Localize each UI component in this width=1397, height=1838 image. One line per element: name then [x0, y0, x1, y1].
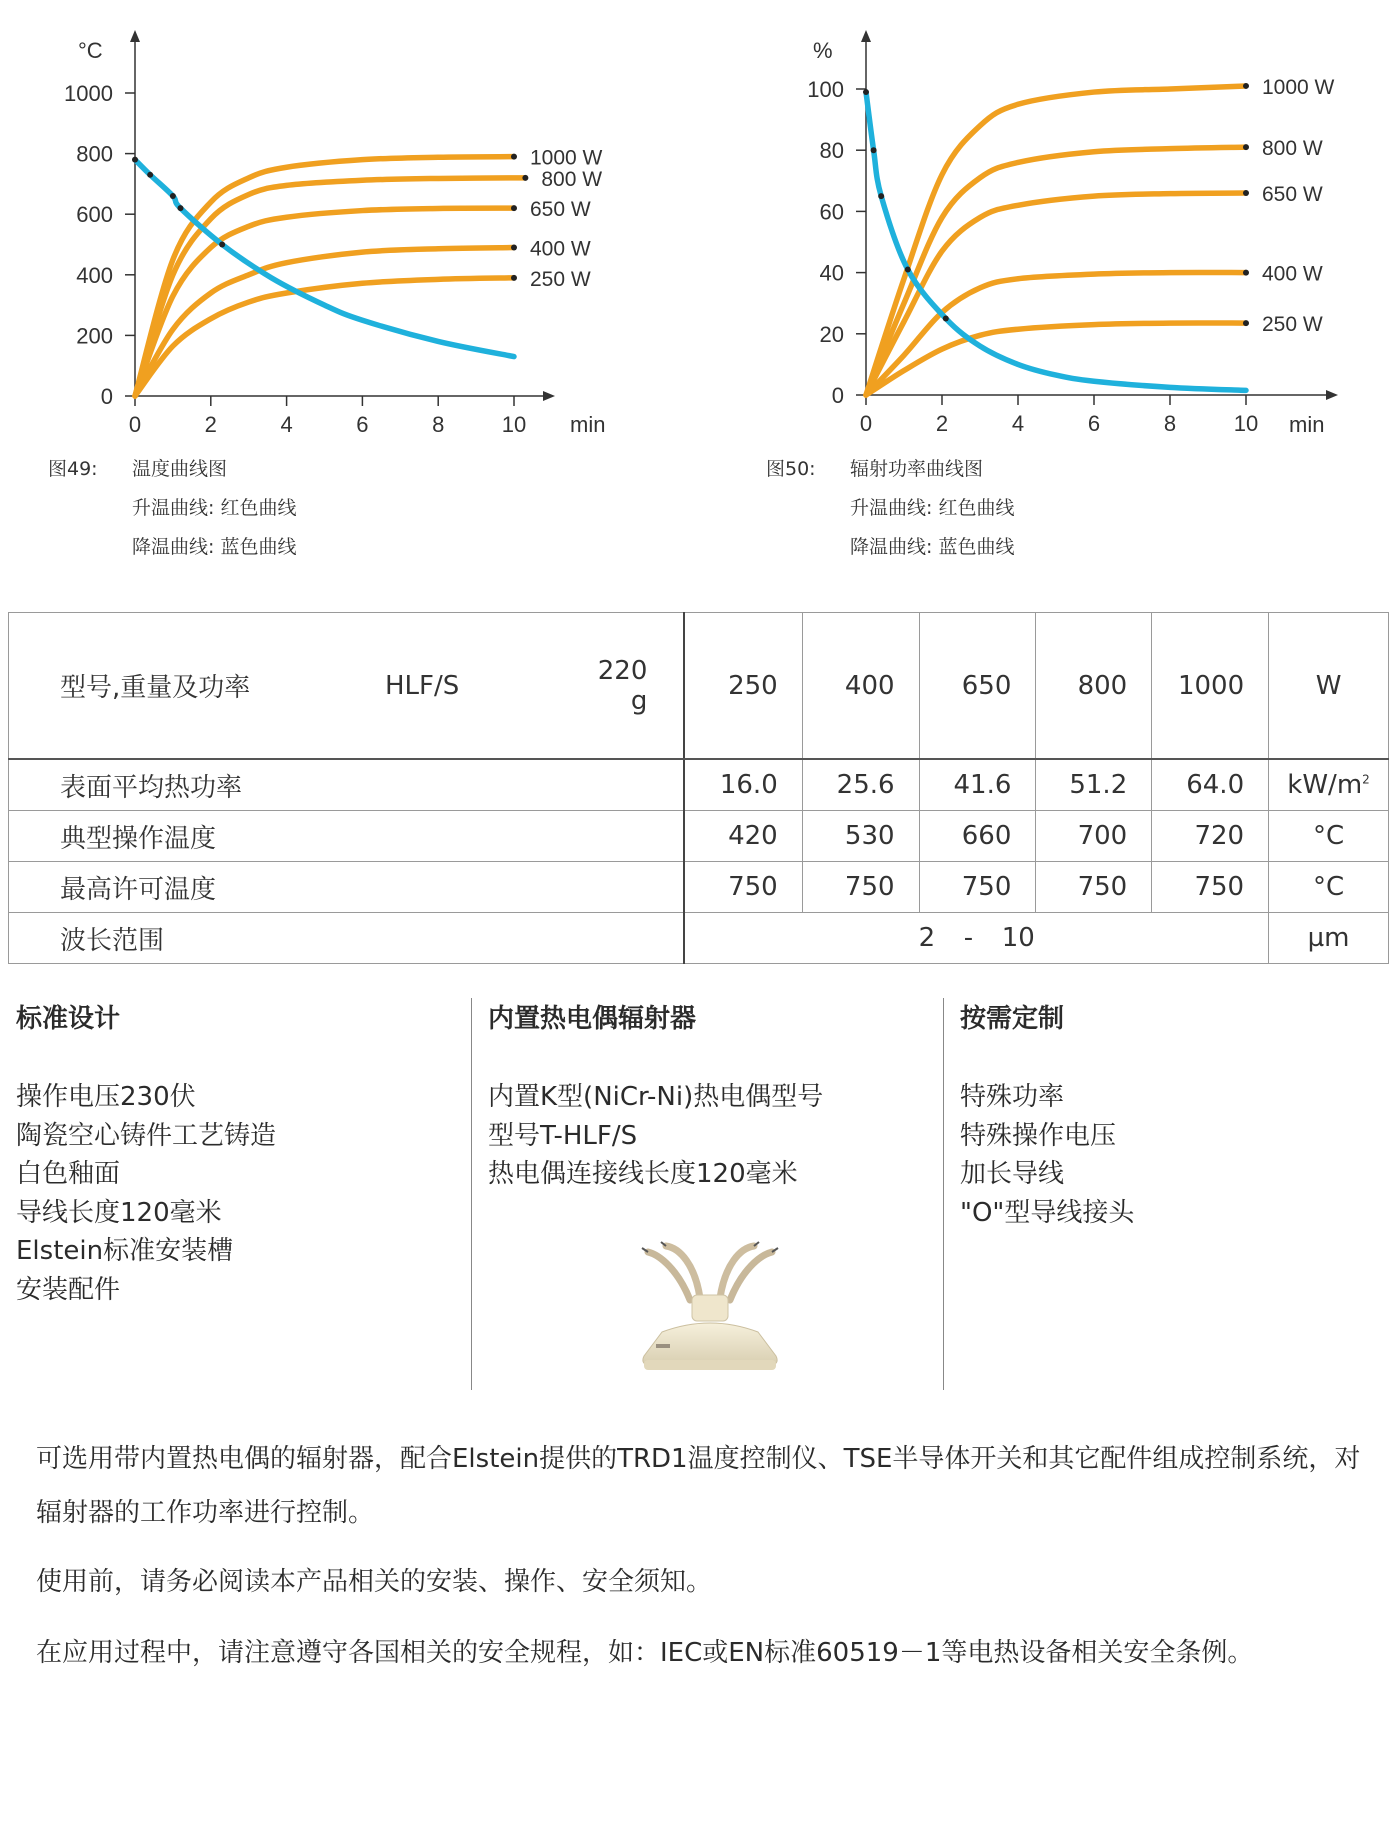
figure-title: 辐射功率曲线图: [850, 458, 984, 480]
series-end-point: [1243, 190, 1249, 196]
y-tick-label: 200: [76, 323, 113, 349]
y-axis-arrow: [130, 30, 140, 42]
power-unit: W: [1269, 613, 1389, 760]
x-axis-unit: min: [570, 412, 606, 437]
list-item: 加长导线: [960, 1159, 1065, 1189]
list-item: Elstein标准安装槽: [16, 1236, 234, 1266]
series-end-point: [522, 175, 528, 181]
figure-number: 图49:: [48, 458, 98, 480]
x-axis-unit: min: [1289, 412, 1325, 437]
cooling-data-point: [170, 193, 176, 199]
x-tick-label: 10: [1233, 411, 1259, 436]
list-item: 操作电压230伏: [16, 1082, 196, 1112]
row-unit: µm: [1269, 913, 1389, 964]
series-label: 250 W: [530, 267, 591, 291]
row-label: 典型操作温度: [9, 811, 685, 862]
x-tick-label: 2: [935, 411, 949, 436]
cell-value: 660: [919, 811, 1036, 862]
cell-value: 750: [684, 862, 802, 913]
heating-curve-250w: [135, 278, 514, 396]
list-item: 特殊操作电压: [960, 1120, 1117, 1151]
cell-value: 750: [1152, 862, 1269, 913]
column-divider: [471, 998, 472, 1390]
x-tick-label: 10: [501, 412, 527, 437]
list-item: 特殊功率: [960, 1082, 1065, 1112]
y-tick-label: 80: [819, 138, 844, 164]
series-end-point: [511, 205, 517, 211]
cooling-data-point: [147, 172, 153, 178]
cooling-legend-text: 降温曲线: 蓝色曲线: [132, 536, 297, 558]
series-label: 800 W: [1262, 137, 1323, 161]
paragraph-control-system: [36, 1432, 1366, 1540]
column-title: 标准设计: [16, 1004, 121, 1034]
y-axis-unit: °C: [78, 38, 103, 63]
paragraph-text: 使用前，请务必阅读本产品相关的安装、操作、安全须知。: [36, 1567, 713, 1597]
cell-value: 51.2: [1036, 759, 1152, 811]
y-tick-label: 20: [819, 321, 844, 347]
y-axis-unit: %: [813, 38, 833, 63]
temperature-chart: [0, 0, 650, 450]
paragraph-safety-notice: [36, 1555, 1366, 1609]
y-tick-label: 0: [100, 384, 113, 409]
custom-column: [960, 1000, 1380, 1232]
figure-title: 温度曲线图: [132, 458, 228, 480]
y-tick-label: 40: [819, 260, 844, 286]
y-tick-label: 60: [819, 199, 844, 225]
cell-value: 25.6: [802, 759, 919, 811]
header-label: 型号,重量及功率: [60, 673, 251, 703]
cell-value: 64.0: [1152, 759, 1269, 811]
row-unit: [1269, 759, 1389, 811]
x-tick-label: 0: [128, 412, 142, 437]
y-tick-label: 600: [76, 202, 113, 228]
row-label: 表面平均热功率: [9, 759, 685, 811]
x-tick-label: 2: [204, 412, 217, 437]
model-name: HLF/S: [385, 670, 460, 701]
series-end-point: [1243, 320, 1249, 326]
wavelength-to: 10: [1001, 923, 1035, 953]
power-1000: 1000: [1152, 613, 1269, 760]
power-650: 650: [919, 613, 1036, 760]
figure-caption-49: [48, 450, 648, 570]
cell-value: 750: [1036, 862, 1152, 913]
y-tick-label: 1000: [64, 81, 113, 106]
column-title: 内置热电偶辐射器: [488, 1004, 697, 1034]
table-row: [9, 811, 1389, 862]
cell-value: 720: [1152, 811, 1269, 862]
power-800: 800: [1036, 613, 1152, 760]
cooling-data-point: [943, 316, 949, 322]
row-label: 波长范围: [9, 913, 685, 964]
weight-value: 220 g: [597, 655, 648, 716]
cooling-legend-text: 降温曲线: 蓝色曲线: [850, 536, 1015, 558]
cell-value: 41.6: [919, 759, 1036, 811]
heating-legend-text: 升温曲线: 红色曲线: [850, 497, 1015, 519]
cell-value: 700: [1036, 811, 1152, 862]
x-tick-label: 4: [280, 412, 293, 437]
y-tick-label: 400: [76, 262, 113, 288]
cell-value: 16.0: [684, 759, 802, 811]
cooling-data-point: [219, 242, 225, 248]
list-item: 安装配件: [16, 1274, 121, 1305]
row-label: 最高许可温度: [9, 862, 685, 913]
y-tick-label: 0: [831, 383, 844, 408]
row-unit: °C: [1269, 862, 1389, 913]
figure-number: 图50:: [766, 458, 816, 480]
cell-value: 750: [919, 862, 1036, 913]
list-item: 导线长度120毫米: [16, 1197, 222, 1228]
cell-value: 530: [802, 811, 919, 862]
list-item: "O"型导线接头: [960, 1197, 1135, 1228]
wavelength-from: 2: [918, 923, 936, 953]
series-label: 400 W: [530, 237, 591, 261]
power-400: 400: [802, 613, 919, 760]
paragraph-text: 可选用带内置热电偶的辐射器，配合Elstein提供的TRD1温度控制仪、TSE半导体开关和其它配件组成控制系统，对辐射器的工作功率进行控制。: [36, 1444, 1361, 1528]
x-axis-arrow: [1326, 390, 1338, 400]
table-row: [9, 862, 1389, 913]
x-tick-label: 6: [356, 412, 369, 437]
standard-design-column: [16, 1000, 456, 1309]
x-tick-label: 8: [432, 412, 445, 437]
x-tick-label: 4: [1011, 411, 1025, 436]
list-item: 热电偶连接线长度120毫米: [488, 1159, 798, 1189]
cell-value: 420: [684, 811, 802, 862]
row-unit: °C: [1269, 811, 1389, 862]
list-item: 型号T-HLF/S: [488, 1120, 638, 1151]
series-end-point: [511, 154, 517, 160]
series-label: 1000 W: [530, 146, 603, 170]
series-label: 250 W: [1262, 313, 1323, 337]
heating-legend-text: 升温曲线: 红色曲线: [132, 497, 297, 519]
y-tick-label: 800: [76, 141, 113, 167]
series-label: 800 W: [541, 167, 603, 191]
series-end-point: [511, 245, 517, 251]
wavelength-dash: -: [963, 923, 974, 953]
paragraph-standards: [36, 1626, 1366, 1680]
series-label: 650 W: [1262, 183, 1323, 207]
power-chart-svg: [720, 0, 1397, 450]
power-chart: [720, 0, 1397, 450]
cooling-data-point: [863, 89, 869, 95]
power-250: 250: [684, 613, 802, 760]
y-tick-label: 100: [807, 77, 844, 102]
list-item: 陶瓷空心铸件工艺铸造: [16, 1120, 277, 1151]
table-header-row: [9, 613, 1389, 760]
paragraph-text: 在应用过程中，请注意遵守各国相关的安全规程，如：IEC或EN标准60519－1等电热设备相关安全条例。: [36, 1638, 1254, 1668]
cooling-data-point: [177, 205, 183, 211]
x-tick-label: 8: [1163, 411, 1177, 436]
unit-superscript: 2: [1362, 772, 1370, 787]
x-axis-arrow: [543, 391, 555, 401]
x-tick-label: 6: [1087, 411, 1101, 436]
list-item: 内置K型(NiCr-Ni)热电偶型号: [488, 1082, 824, 1112]
table-row: [9, 913, 1389, 964]
series-end-point: [1243, 83, 1249, 89]
series-end-point: [511, 275, 517, 281]
series-label: 650 W: [530, 198, 591, 222]
cooling-data-point: [905, 267, 911, 273]
cooling-data-point: [132, 157, 138, 163]
series-label: 400 W: [1262, 262, 1323, 286]
y-axis-arrow: [861, 30, 871, 42]
list-item: 白色釉面: [16, 1159, 121, 1189]
unit-text: kW/m: [1287, 770, 1363, 800]
specification-table: [8, 612, 1389, 964]
figure-caption-50: [766, 450, 1366, 570]
series-label: 1000 W: [1262, 75, 1335, 99]
heating-curve-1000w: [866, 86, 1246, 395]
series-end-point: [1243, 144, 1249, 150]
thermocouple-column: [488, 1000, 928, 1194]
column-title: 按需定制: [960, 1004, 1065, 1034]
wavelength-range: [684, 913, 1268, 964]
column-divider: [943, 998, 944, 1390]
cell-value: 750: [802, 862, 919, 913]
series-end-point: [1243, 270, 1249, 276]
temperature-chart-svg: [0, 0, 650, 450]
cooling-curve: [866, 92, 1246, 390]
radiator-product-image: [630, 1240, 790, 1375]
x-tick-label: 0: [859, 411, 873, 436]
table-row: [9, 759, 1389, 811]
cooling-data-point: [878, 193, 884, 199]
cooling-data-point: [871, 147, 877, 153]
